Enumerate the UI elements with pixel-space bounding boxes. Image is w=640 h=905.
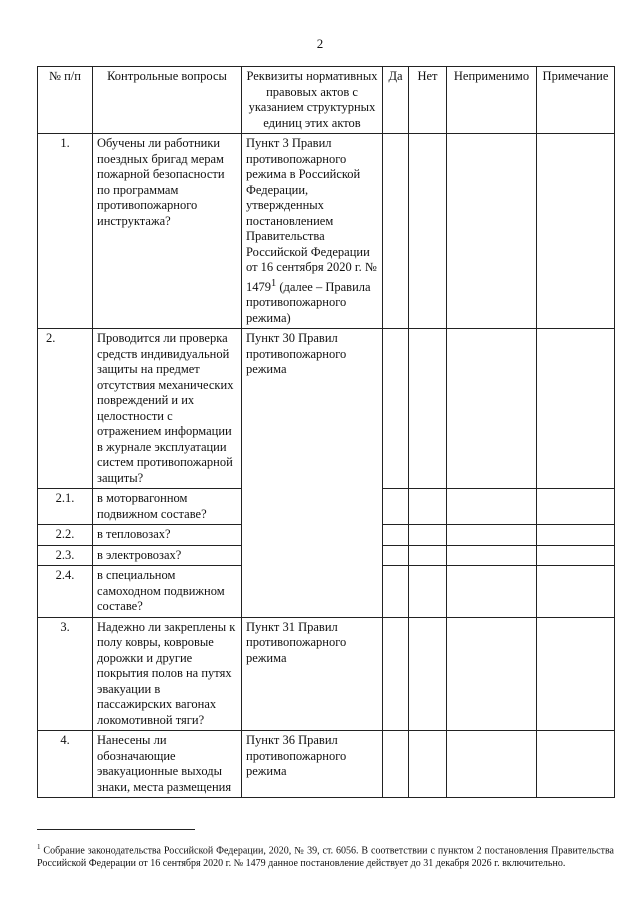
cell-no[interactable] [409, 731, 447, 798]
row-question: Обучены ли работники поездных бригад мерам пожарной безопасности по программам противопожарного инструктажа? [93, 134, 242, 329]
row-number: 3. [38, 617, 93, 731]
cell-na[interactable] [447, 134, 537, 329]
table-row [38, 134, 615, 329]
row-question: Проводится ли проверка средств индивидуальной защиты на предмет отсутствия механических повреждений и их целостности с отражением информации в журнале эксплуатации систем противопожарной защиты? [93, 329, 242, 489]
cell-note[interactable] [537, 617, 615, 731]
header-na: Неприменимо [447, 67, 537, 134]
row-number: 2. [38, 329, 93, 489]
table-row [38, 329, 615, 489]
row-question: Нанесены ли обозначающие эвакуационные выходы знаки, места размещения [93, 731, 242, 798]
cell-yes[interactable] [383, 489, 409, 525]
cell-note[interactable] [537, 134, 615, 329]
row-number: 2.1. [38, 489, 93, 525]
cell-yes[interactable] [383, 134, 409, 329]
footnote-ref: 1 [271, 277, 277, 289]
cell-yes[interactable] [383, 617, 409, 731]
cell-no[interactable] [409, 329, 447, 489]
row-number: 2.3. [38, 545, 93, 566]
cell-note[interactable] [537, 329, 615, 489]
header-yes: Да [383, 67, 409, 134]
row-requisite: Пункт 31 Правил противопожарного режима [242, 617, 383, 731]
cell-no[interactable] [409, 566, 447, 618]
cell-na[interactable] [447, 329, 537, 489]
cell-yes[interactable] [383, 566, 409, 618]
requisite-text-cont: (далее – Правила противопожарного режима) [246, 279, 371, 325]
requisite-text: Пункт 3 Правил противопожарного режима в Российской Федерации, утвержденных постановлением Правительства Российской Федерации от 16 сентября 2020 г. № 1479 [246, 136, 377, 294]
header-no: Нет [409, 67, 447, 134]
header-note: Примечание [537, 67, 615, 134]
footnote-divider [37, 829, 195, 830]
footnote [37, 841, 614, 870]
row-number: 2.4. [38, 566, 93, 618]
header-requisites: Реквизиты нормативных правовых актов с указанием структурных единиц этих актов [242, 67, 383, 134]
cell-no[interactable] [409, 545, 447, 566]
page-number: 2 [316, 36, 324, 51]
row-question: Надежно ли закреплены к полу ковры, ковровые дорожки и другие покрытия полов на путях эвакуации в пассажирских вагонах локомотивной тяги? [93, 617, 242, 731]
cell-na[interactable] [447, 525, 537, 546]
cell-note[interactable] [537, 731, 615, 798]
footnote-text: Собрание законодательства Российской Федерации, 2020, № 39, ст. 6056. В соответствии с пунктом 2 постановления Правительства Российской Федерации от 16 сентября 2020 г. № 1479 данное постановление действует до 31 декабря 2026 г. включительно. [37, 845, 614, 870]
checklist-table [37, 66, 615, 798]
row-question: в тепловозах? [93, 525, 242, 546]
cell-no[interactable] [409, 489, 447, 525]
cell-yes[interactable] [383, 731, 409, 798]
cell-yes[interactable] [383, 525, 409, 546]
cell-note[interactable] [537, 545, 615, 566]
row-requisite: Пункт 36 Правил противопожарного режима [242, 731, 383, 798]
cell-note[interactable] [537, 566, 615, 618]
cell-na[interactable] [447, 566, 537, 618]
row-question: в электровозах? [93, 545, 242, 566]
cell-yes[interactable] [383, 329, 409, 489]
table-header-row [38, 67, 615, 134]
table-row [38, 617, 615, 731]
row-question: в моторвагонном подвижном составе? [93, 489, 242, 525]
cell-note[interactable] [537, 489, 615, 525]
cell-yes[interactable] [383, 545, 409, 566]
row-number: 2.2. [38, 525, 93, 546]
cell-na[interactable] [447, 731, 537, 798]
row-question: в специальном самоходном подвижном составе? [93, 566, 242, 618]
footnote-marker: 1 [37, 843, 41, 851]
table-row [38, 731, 615, 798]
cell-na[interactable] [447, 545, 537, 566]
row-requisite [242, 134, 383, 329]
cell-no[interactable] [409, 525, 447, 546]
header-question: Контрольные вопросы [93, 67, 242, 134]
row-requisite: Пункт 30 Правил противопожарного режима [242, 329, 383, 618]
cell-no[interactable] [409, 134, 447, 329]
header-num: № п/п [38, 67, 93, 134]
row-number: 1. [38, 134, 93, 329]
row-number: 4. [38, 731, 93, 798]
cell-note[interactable] [537, 525, 615, 546]
cell-na[interactable] [447, 489, 537, 525]
cell-na[interactable] [447, 617, 537, 731]
cell-no[interactable] [409, 617, 447, 731]
